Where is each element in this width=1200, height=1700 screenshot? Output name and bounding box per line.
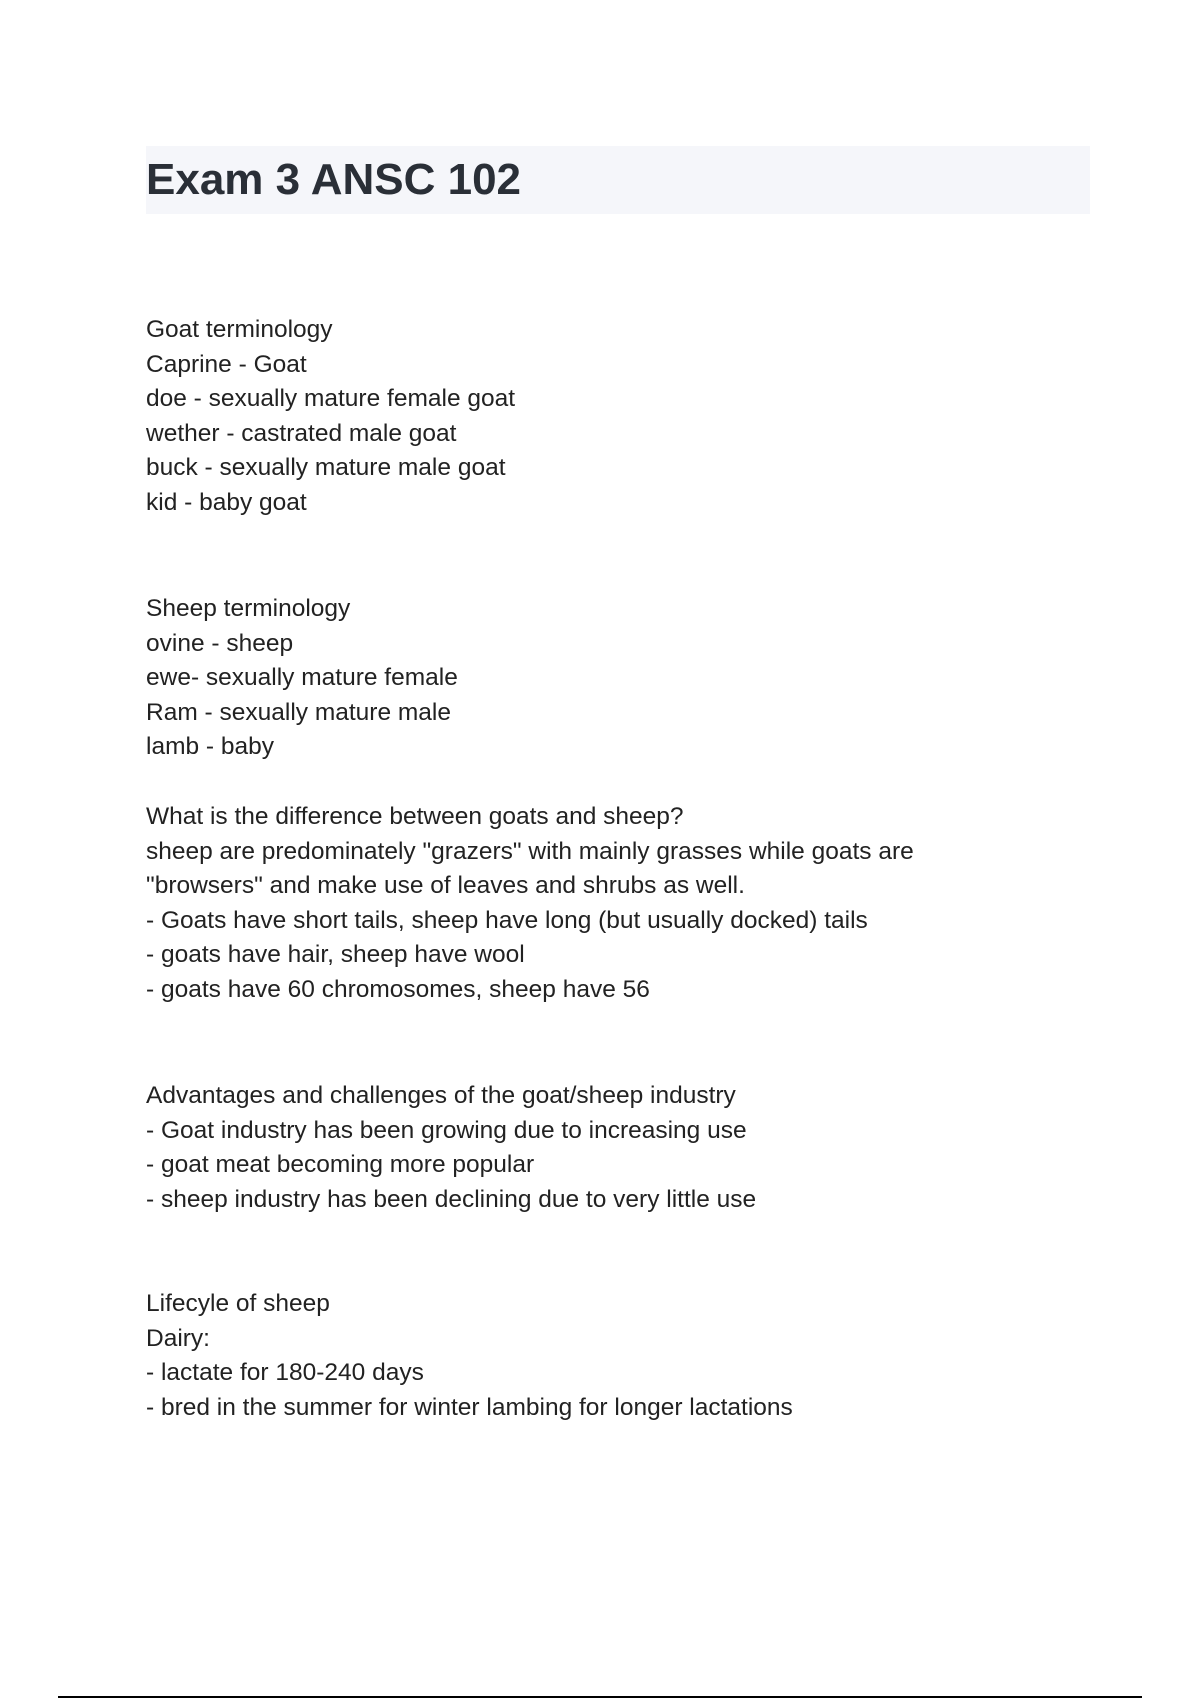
text-line: kid - baby goat xyxy=(146,488,307,516)
text-line: ewe- sexually mature female xyxy=(146,664,458,691)
text-line: Dairy: xyxy=(146,1324,210,1352)
section-goat-terminology xyxy=(146,313,1106,520)
section-sheep-terminology xyxy=(146,592,1106,765)
section-goat-sheep-differences xyxy=(146,800,1106,1007)
page-bottom-rule xyxy=(58,1696,1142,1698)
text-line: "browsers" and make use of leaves and shrubs as well. xyxy=(146,872,745,899)
section-heading: Advantages and challenges of the goat/sheep industry xyxy=(146,1082,736,1109)
page-title: Exam 3 ANSC 102 xyxy=(146,155,522,204)
title-bar xyxy=(146,146,1090,214)
section-lifecycle xyxy=(146,1287,1106,1425)
text-line: Ram - sexually mature male xyxy=(146,698,451,726)
bullet-line: - lactate for 180-240 days xyxy=(146,1359,424,1386)
section-industry xyxy=(146,1079,1106,1217)
section-heading: Lifecyle of sheep xyxy=(146,1290,330,1317)
bullet-line: - sheep industry has been declining due to very little use xyxy=(146,1185,757,1213)
section-heading: What is the difference between goats and sheep? xyxy=(146,803,684,830)
text-line: wether - castrated male goat xyxy=(146,419,457,447)
section-heading: Sheep terminology xyxy=(146,595,351,622)
text-line: sheep are predominately "grazers" with mainly grasses while goats are xyxy=(146,837,914,865)
bullet-line: - bred in the summer for winter lambing for longer lactations xyxy=(146,1393,793,1421)
bullet-line: - Goats have short tails, sheep have long (but usually docked) tails xyxy=(146,906,868,934)
text-line: Caprine - Goat xyxy=(146,350,307,378)
text-line: lamb - baby xyxy=(146,733,275,760)
text-line: buck - sexually mature male goat xyxy=(146,454,506,481)
bullet-line: - goats have 60 chromosomes, sheep have 56 xyxy=(146,975,650,1003)
text-line: doe - sexually mature female goat xyxy=(146,385,516,412)
bullet-line: - Goat industry has been growing due to increasing use xyxy=(146,1116,747,1144)
bullet-line: - goat meat becoming more popular xyxy=(146,1151,535,1178)
text-line: ovine - sheep xyxy=(146,629,294,657)
bullet-line: - goats have hair, sheep have wool xyxy=(146,941,525,968)
section-heading: Goat terminology xyxy=(146,316,333,343)
